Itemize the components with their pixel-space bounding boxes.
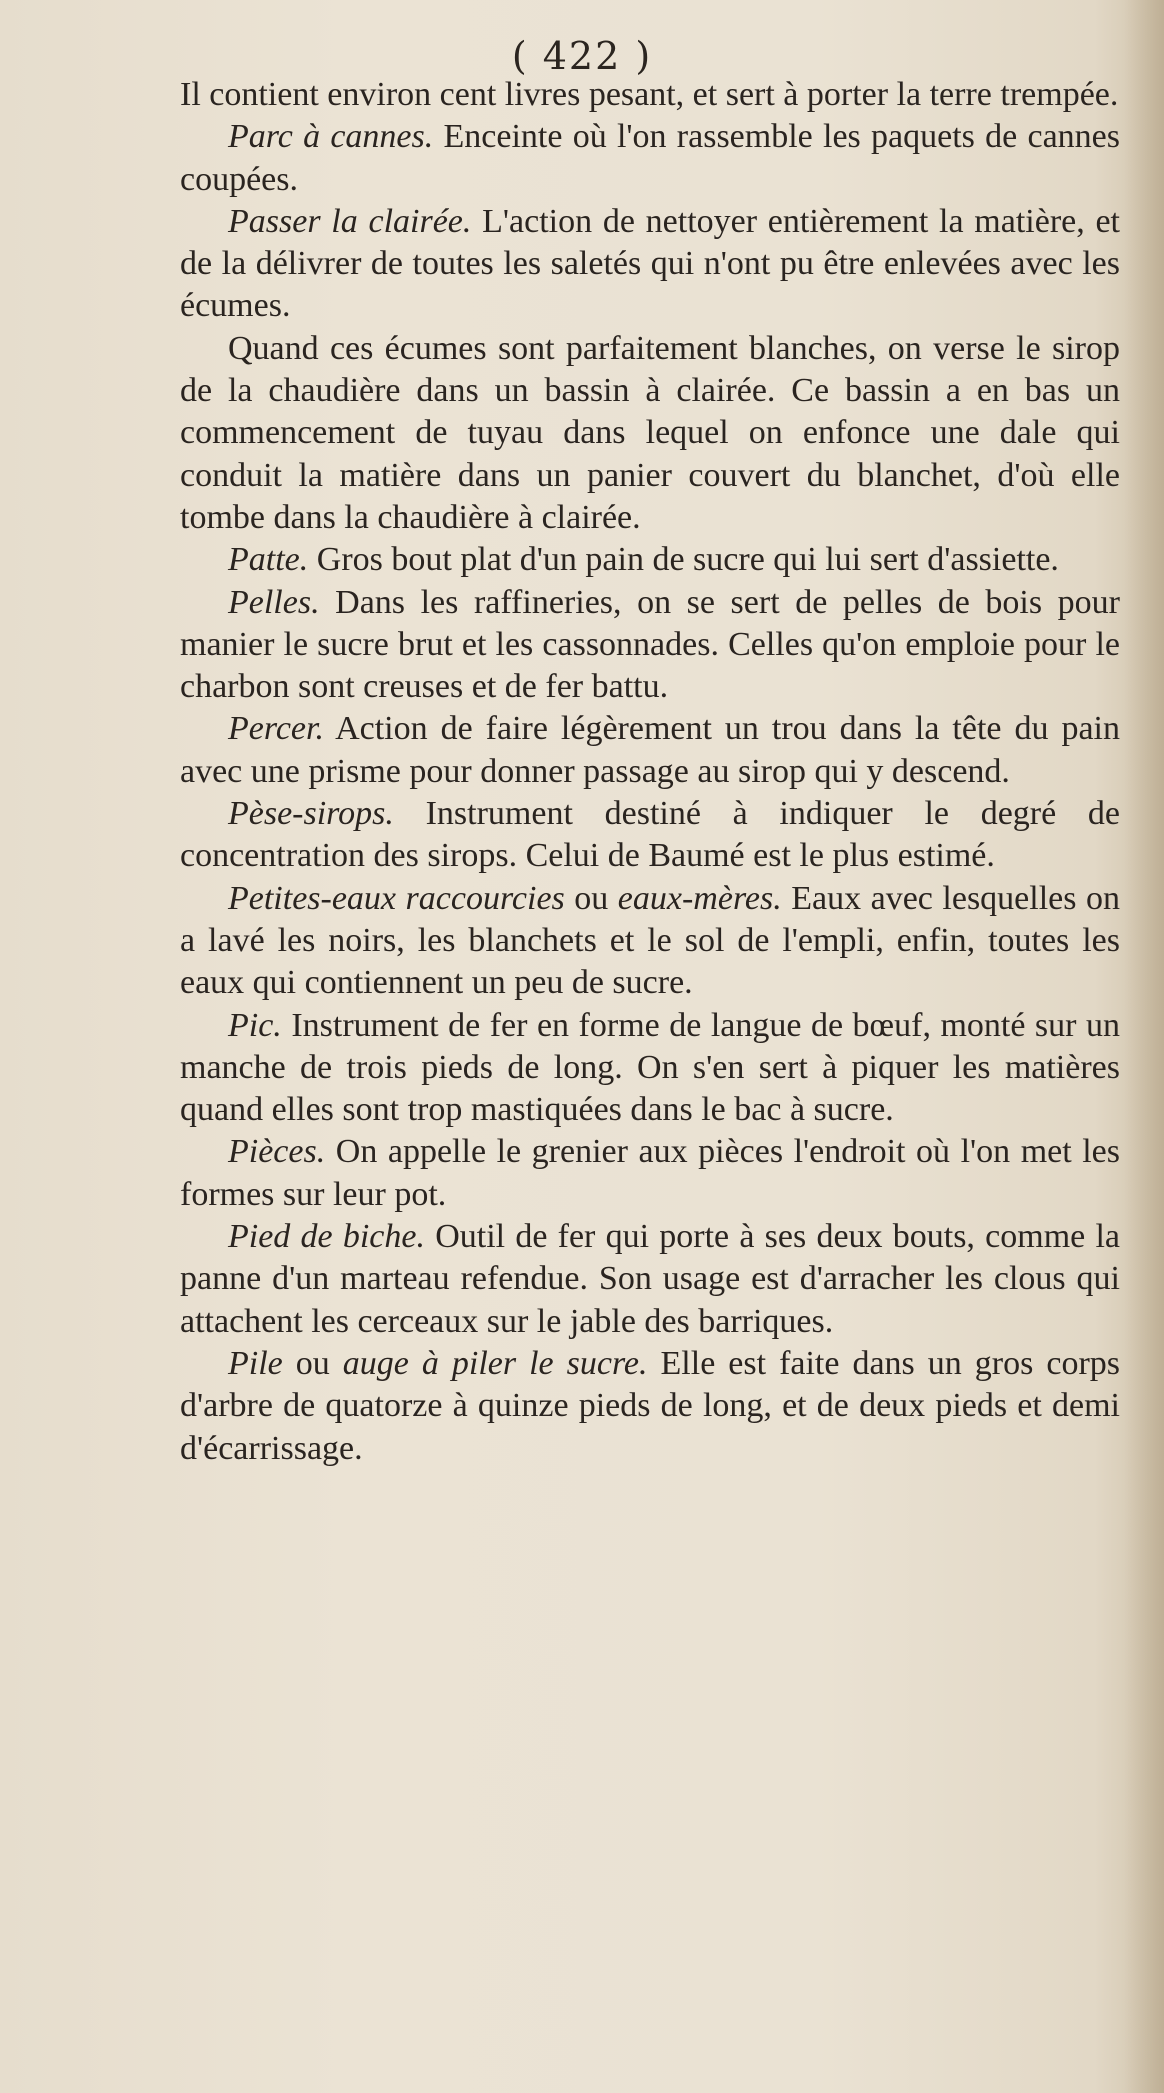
entry-definition: Instrument de fer en forme de langue de bœuf, monté sur un manche de trois pieds de long. On s'en sert à piquer les matières quand elles sont trop mastiquées dans le bac à sucre. [180, 1006, 1120, 1129]
paragraph-text: Il contient environ cent livres pesant, et sert à porter la terre trempée. [180, 76, 1119, 113]
paragraph-continuation [180, 74, 1120, 116]
entry-pile [180, 1343, 1120, 1470]
entry-percer [180, 708, 1120, 793]
entry-term: Patte. [228, 541, 309, 579]
entry-definition: Instrument destiné à indiquer le degré de concentration des sirops. Celui de Baumé est le plus estimé. [180, 795, 1120, 875]
entry-pic [180, 1005, 1120, 1132]
body-text [180, 74, 1120, 1470]
gutter-shadow [1124, 0, 1164, 2093]
entry-definition: Dans les raffineries, on se sert de pelles de bois pour manier le sucre brut et les cassonnades. Celles qu'on emploie pour le charbon sont creuses et de fer battu. [180, 583, 1120, 706]
entry-term-alternate: eaux-mères. [617, 879, 782, 917]
entry-definition: L'action de nettoyer entièrement la matière, et de la délivrer de toutes les saletés qui n'ont pu être enlevées avec les écumes. [180, 202, 1121, 325]
entry-definition: Enceinte où l'on rassemble les paquets de cannes coupées. [180, 118, 1120, 198]
entry-term: Pic. [228, 1006, 282, 1044]
page-number: ( 422 ) [511, 34, 653, 78]
entry-term: Percer. [228, 710, 324, 748]
entry-definition: Eaux avec lesquelles on a lavé les noirs, les blanchets et le sol de l'empli, enfin, toutes les eaux qui contiennent un peu de sucre. [180, 879, 1120, 1002]
entry-passer-la-clairee [180, 201, 1120, 328]
entry-petites-eaux [180, 878, 1120, 1005]
entry-definition: Gros bout plat d'un pain de sucre qui lui sert d'assiette. [308, 541, 1059, 579]
entry-definition: Outil de fer qui porte à ses deux bouts, comme la panne d'un marteau refendue. Son usage est d'arracher les clous qui attachent les cerceaux sur le jable des barriques. [180, 1218, 1120, 1340]
entry-term: Pile [228, 1344, 283, 1382]
entry-connector: ou [282, 1344, 343, 1382]
entry-definition: On appelle le grenier aux pièces l'endroit où l'on met les formes sur leur pot. [180, 1133, 1120, 1213]
entry-term: Pièces. [228, 1133, 326, 1171]
entry-parc-a-cannes [180, 116, 1120, 201]
entry-term-alternate: auge à piler le sucre. [342, 1344, 648, 1382]
entry-term: Parc à cannes. [228, 118, 434, 156]
entry-connector: ou [564, 879, 618, 917]
paragraph-text: Quand ces écumes sont parfaitement blanches, on verse le sirop de la chaudière dans un bassin à clairée. Ce bassin a en bas un commencement de tuyau dans lequel on enfonce une dale qui conduit la matière dans un panier couvert du blanchet, d'où elle tombe dans la chaudière à clairée. [180, 329, 1120, 536]
paragraph-clairee-process [180, 328, 1120, 539]
entry-term: Pelles. [228, 583, 320, 621]
entry-pied-de-biche [180, 1216, 1120, 1343]
entry-term: Passer la clairée. [228, 202, 472, 240]
entry-term: Pèse-sirops. [228, 795, 394, 833]
entry-definition: Elle est faite dans un gros corps d'arbre de quatorze à quinze pieds de long, et de deux pieds et demi d'écarrissage. [180, 1344, 1121, 1467]
entry-pieces [180, 1131, 1120, 1216]
entry-term: Petites-eaux raccourcies [228, 879, 565, 917]
entry-patte [180, 539, 1120, 581]
entry-pelles [180, 582, 1120, 709]
entry-pese-sirops [180, 793, 1120, 878]
entry-term: Pied de biche. [228, 1218, 425, 1256]
entry-definition: Action de faire légèrement un trou dans la tête du pain avec une prisme pour donner passage au sirop qui y descend. [180, 710, 1120, 790]
